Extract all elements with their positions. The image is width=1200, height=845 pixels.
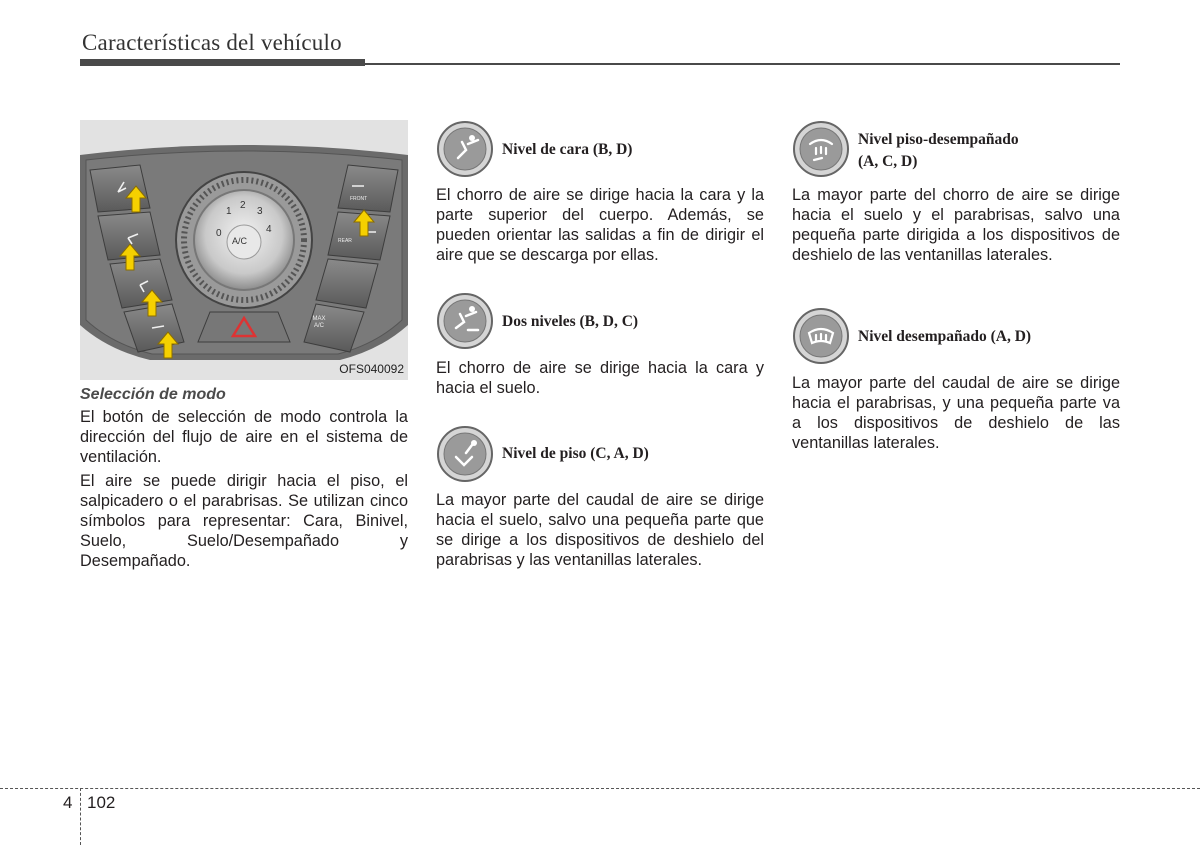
mode-text-floor: La mayor parte del caudal de aire se dirige hacia el suelo, salvo una pequeña parte que se dirige a los dispositivos de deshielo del parabrisas y las ventanillas laterales. bbox=[436, 491, 764, 569]
bi-level-icon bbox=[436, 292, 494, 350]
paragraph-1: El botón de selección de modo controla la dirección del flujo de aire en el sistema de ventilación. bbox=[80, 408, 408, 466]
dial-number-2: 2 bbox=[240, 200, 246, 211]
face-vent-icon bbox=[436, 120, 494, 178]
mode-defrost bbox=[792, 307, 1120, 457]
mode-bilevel bbox=[436, 292, 764, 402]
dial-number-1: 1 bbox=[226, 206, 232, 217]
mode-text-floor-defrost: La mayor parte del chorro de aire se dirige hacia el suelo y el parabrisas, salvo una pequeña parte dirigida a los dispositivos de deshielo de las ventanillas laterales. bbox=[792, 186, 1120, 264]
climate-panel-figure bbox=[80, 120, 408, 380]
figure-code: OFS040092 bbox=[339, 362, 404, 376]
footer-rule bbox=[0, 788, 1200, 789]
floor-vent-icon bbox=[436, 425, 494, 483]
mode-title-floor-defrost-line2: (A, C, D) bbox=[858, 153, 918, 170]
mode-face bbox=[436, 120, 764, 270]
dial-number-4: 4 bbox=[266, 224, 272, 235]
section-heading: Selección de modo bbox=[80, 386, 226, 403]
rear-defrost-label: REAR bbox=[338, 238, 352, 244]
mode-title-floor-defrost-line1: Nivel piso-desempañado bbox=[858, 131, 1019, 148]
mode-title-face: Nivel de cara (B, D) bbox=[502, 141, 633, 158]
mode-floor-defrost bbox=[792, 120, 1120, 290]
mode-title-defrost: Nivel desempañado (A, D) bbox=[858, 328, 1032, 345]
climate-panel-illustration bbox=[80, 120, 408, 380]
header-rule bbox=[365, 63, 1120, 65]
mode-text-face: El chorro de aire se dirige hacia la cara y la parte superior del cuerpo. Además, se pueden orientar las salidas a fin de dirigir el aire que se descarga por ellas. bbox=[436, 186, 764, 264]
footer-divider bbox=[80, 788, 81, 845]
mode-floor bbox=[436, 425, 764, 595]
mode-selection-section bbox=[80, 385, 408, 571]
header-bar bbox=[80, 59, 365, 66]
defrost-icon bbox=[792, 307, 850, 365]
front-defrost-label: FRONT bbox=[350, 196, 368, 202]
dial-center-label: A/C bbox=[232, 236, 248, 246]
chapter-number: 4 bbox=[63, 793, 73, 812]
mode-text-bilevel: El chorro de aire se dirige hacia la cara y hacia el suelo. bbox=[436, 359, 764, 397]
page-header-title: Características del vehículo bbox=[82, 30, 342, 55]
page-number: 102 bbox=[87, 793, 116, 812]
dial-number-0: 0 bbox=[216, 228, 222, 239]
max-ac-label: MAX A/C bbox=[312, 316, 326, 329]
mode-title-bilevel: Dos niveles (B, D, C) bbox=[502, 313, 639, 330]
dial-number-3: 3 bbox=[257, 206, 263, 217]
paragraph-2: El aire se puede dirigir hacia el piso, el salpicadero o el parabrisas. Se utilizan cinco símbolos para representar: Cara, Binivel, Suelo, Suelo/Desempañado y Desempañado. bbox=[80, 472, 408, 570]
mode-text-defrost: La mayor parte del caudal de aire se dirige hacia el parabrisas, y una pequeña parte va a los dispositivos de deshielo de las ventanillas laterales. bbox=[792, 374, 1120, 452]
floor-defrost-icon bbox=[792, 120, 850, 178]
mode-title-floor: Nivel de piso (C, A, D) bbox=[502, 445, 649, 462]
